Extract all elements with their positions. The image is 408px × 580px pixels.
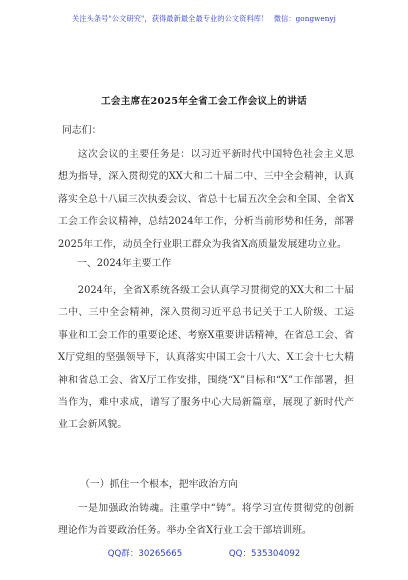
header-promo-text: 关注头条号"公文研究"，获得最新最全最专业的公文资料库！ [72, 14, 269, 23]
header-banner [0, 14, 408, 24]
subsection-heading: （一）抓住一个根本，把牢政治方向 [80, 479, 239, 490]
paragraph-summary [58, 280, 354, 437]
paragraph-text: 这次会议的主要任务是：以习近平新时代中国特色社会主义思想为指导，深入贯彻党的XX大和二十届二中、三中全会精神，认真落实全总十八届三次执委会议、省总十七届五次全会和全国、全省X工会工作会议精神，总结2024年工作，分析当前形势和任务，部署2025年工作，动员全行业职工群众为我省X高质量发展建功立业。 [58, 149, 354, 250]
footer-contact [0, 547, 408, 559]
footer-qq-number: QQ：535304092 [228, 549, 301, 559]
document-title: 工会主席在2025年全省工会工作会议上的讲话 [101, 96, 307, 107]
header-wechat-label: 微信：gongwenyj [273, 14, 336, 23]
section-heading: 一、2024年主要工作 [77, 258, 172, 269]
salutation: 同志们： [62, 125, 102, 136]
paragraph-text: 2024年，全省X系统各级工会认真学习贯彻党的XX大和二十届二中、三中全会精神，深入贯彻习近平总书记关于工人阶级、工运事业和工会工作的重要论述、考察X重要讲话精神，在省总工会、省X厅党组的坚强领导下，认真落实中国工会十八大、X工会十七大精神和省总工会、省X厅工作安排，围绕“X”目标和“X”工作部署，担当作为，难中求成，谱写了服务中心大局新篇章，展现了新时代产业工会新风貌。 [58, 285, 354, 431]
paragraph-political [58, 498, 354, 542]
paragraph-opening [58, 144, 354, 256]
paragraph-text: 一是加强政治铸魂。注重学中“铸”。将学习宣传贯彻党的创新理论作为首要政治任务。举办全省X行业工会干部培训班。 [58, 503, 354, 537]
footer-qq-group: QQ群：30265665 [107, 549, 183, 559]
